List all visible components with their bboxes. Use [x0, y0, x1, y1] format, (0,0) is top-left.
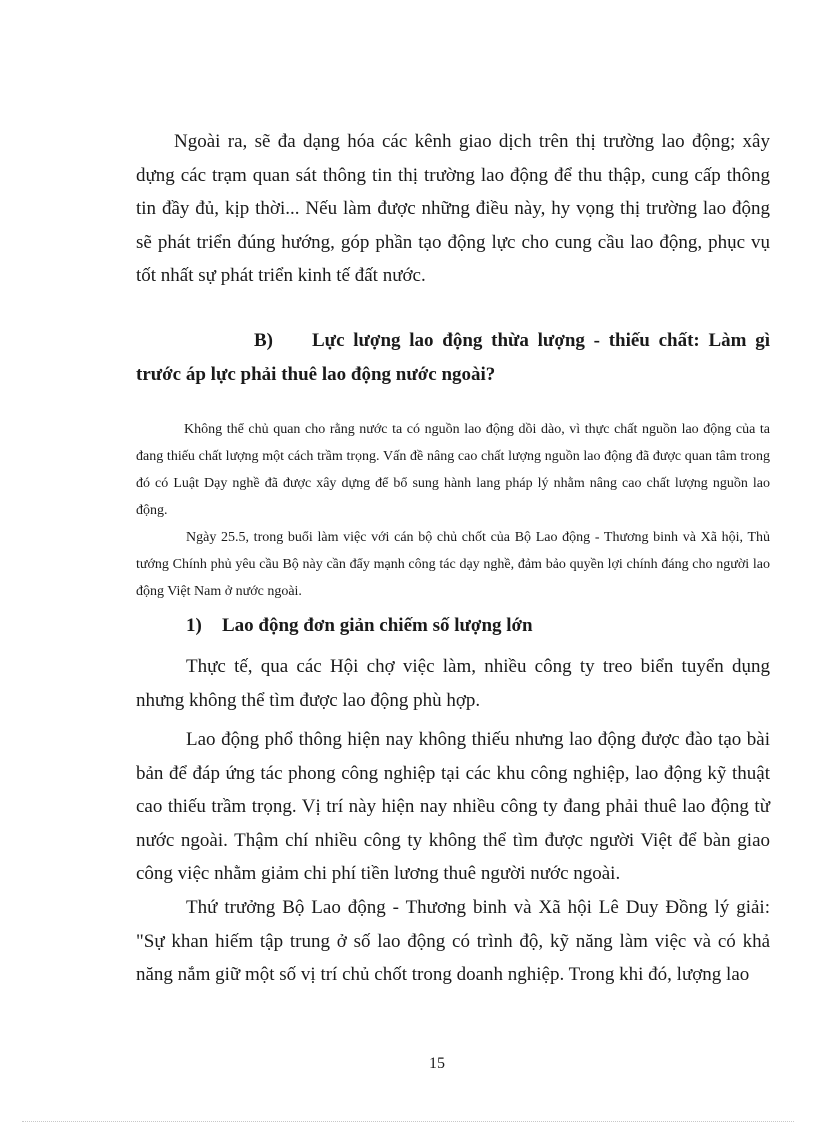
- section-b-label: B): [254, 330, 273, 351]
- small-paragraph-1: Không thể chủ quan cho rằng nước ta có nguồn lao động dồi dào, vì thực chất nguồn lao động của ta đang thiếu chất lượng một cách trầm trọng. Vấn đề nâng cao chất lượng nguồn lao động đã được quan tâm trong đó có Luật Dạy nghề đã được xây dựng để bổ sung hành lang pháp lý nhằm nâng cao chất lượng nguồn lao động.: [136, 422, 770, 518]
- page-bottom-divider: [22, 1121, 794, 1122]
- subsection-1-title: Lao động đơn giản chiếm số lượng lớn: [222, 615, 533, 636]
- section-b-title: Lực lượng lao động thừa lượng - thiếu chất: Làm gì trước áp lực phải thuê lao động nước ngoài?: [136, 330, 770, 385]
- subsection-1-number: 1): [186, 615, 202, 636]
- section-b-heading: [136, 324, 770, 392]
- subsection-1-heading: [186, 610, 533, 642]
- body-paragraph-1: Thực tế, qua các Hội chợ việc làm, nhiều công ty treo biển tuyển dụng nhưng không thể tìm được lao động phù hợp.: [136, 656, 770, 711]
- intro-paragraph: Ngoài ra, sẽ đa dạng hóa các kênh giao dịch trên thị trường lao động; xây dựng các trạm quan sát thông tin thị trường lao động để thu thập, cung cấp thông tin đầy đủ, kịp thời... Nếu làm được những điều này, hy vọng thị trường lao động sẽ phát triển đúng hướng, góp phần tạo động lực cho cung cầu lao động, phục vụ tốt nhất sự phát triển kinh tế đất nước.: [136, 131, 770, 286]
- body-paragraph-2: Lao động phổ thông hiện nay không thiếu nhưng lao động được đào tạo bài bản để đáp ứng tác phong công nghiệp tại các khu công nghiệp, lao động kỹ thuật cao thiếu trầm trọng. Vị trí này hiện nay nhiều công ty đang phải thuê lao động từ nước ngoài. Thậm chí nhiều công ty không thể tìm được người Việt để bàn giao công việc nhằm giảm chi phí tiền lương thuê người nước ngoài.: [136, 729, 770, 884]
- page-number: 15: [429, 1055, 445, 1072]
- body-paragraph-3: Thứ trưởng Bộ Lao động - Thương binh và Xã hội Lê Duy Đồng lý giải: "Sự khan hiếm tập trung ở số lao động có trình độ, kỹ năng làm việc và có khả năng nắm giữ một số vị trí chủ chốt trong doanh nghiệp. Trong khi đó, lượng lao: [136, 897, 770, 985]
- small-paragraph-2: Ngày 25.5, trong buổi làm việc với cán bộ chủ chốt của Bộ Lao động - Thương binh và Xã hội, Thủ tướng Chính phủ yêu cầu Bộ này cần đẩy mạnh công tác dạy nghề, đảm bảo quyền lợi chính đáng cho người lao động Việt Nam ở nước ngoài.: [136, 530, 770, 599]
